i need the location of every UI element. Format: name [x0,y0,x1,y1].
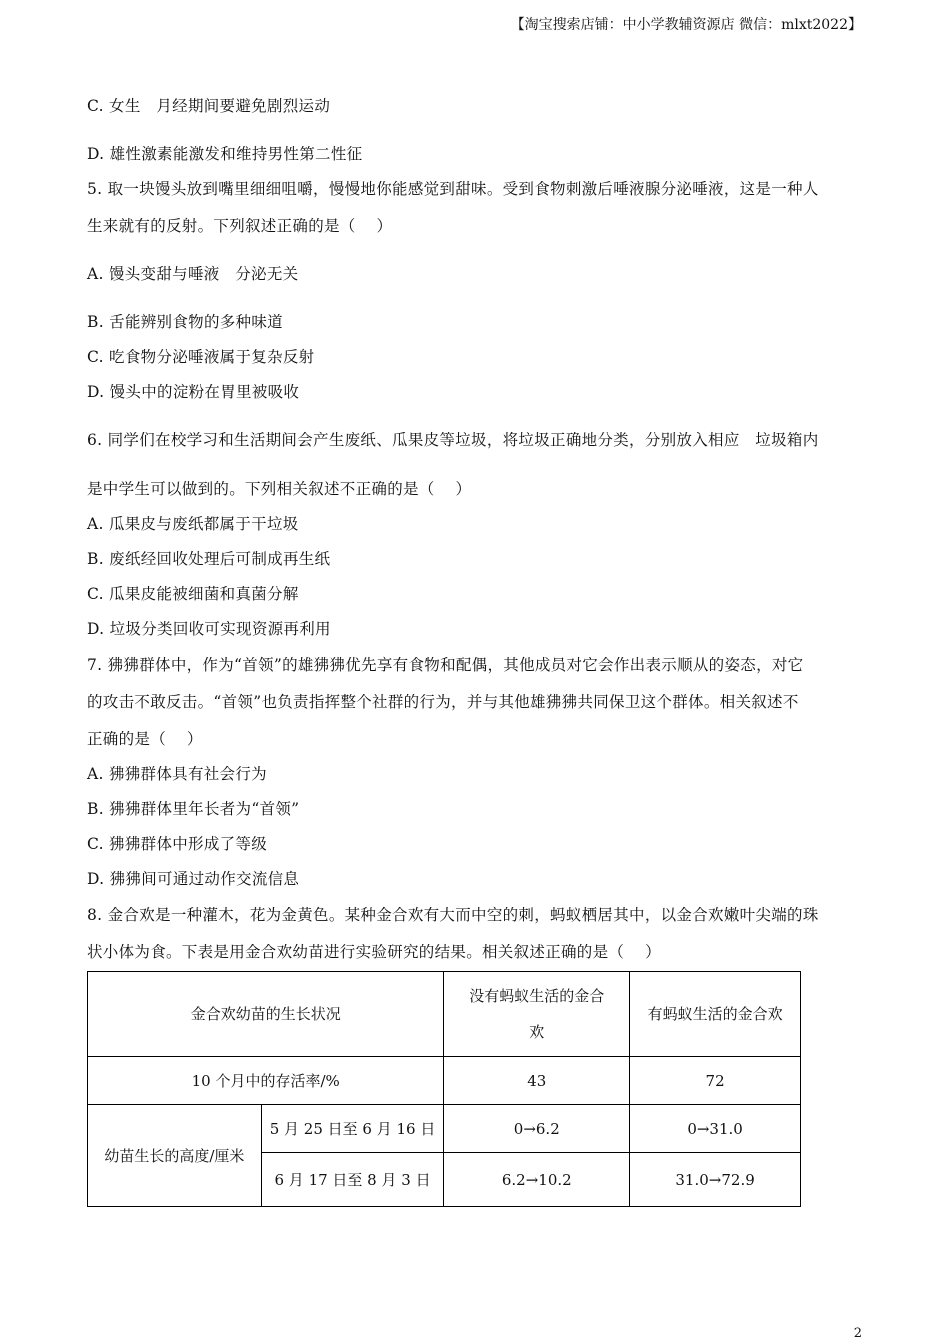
question-7-line-3: 正确的是（ ） [87,730,203,748]
page-number: 2 [853,1326,862,1341]
question-6-line-2: 是中学生可以做到的。下列相关叙述不正确的是（ ） [87,480,472,498]
option-7b: B. 狒狒群体里年长者为“首领” [87,800,300,818]
option-6d: D. 垃圾分类回收可实现资源再利用 [87,620,331,638]
question-7-line-2: 的攻击不敢反击。“首领”也负责指挥整个社群的行为，并与其他雄狒狒共同保卫这个群体。相关叙述不 [87,693,799,711]
question-6-line-1: 6. 同学们在校学习和生活期间会产生废纸、瓜果皮等垃圾，将垃圾正确地分类，分别放入相应 垃圾箱内 [87,431,819,449]
option-5b: B. 舌能辨别食物的多种味道 [87,313,283,331]
period-1-with-ant: 0→31.0 [630,1105,801,1153]
option-4c: C. 女生 月经期间要避免剧烈运动 [87,97,331,115]
question-5-line-1: 5. 取一块馒头放到嘴里细细咀嚼，慢慢地你能感觉到甜味。受到食物刺激后唾液腺分泌唾液，这是一种人 [87,180,819,198]
header-no-ant-line-1: 没有蚂蚁生活的金合 [469,987,605,1005]
option-7d: D. 狒狒间可通过动作交流信息 [87,870,300,888]
option-4d: D. 雄性激素能激发和维持男性第二性征 [87,145,363,163]
table-row [88,1105,801,1153]
header-no-ant-line-2: 欢 [529,1023,545,1041]
table-header-row [88,972,801,1057]
option-7c: C. 狒狒群体中形成了等级 [87,835,268,853]
period-1: 5 月 25 日至 6 月 16 日 [261,1105,444,1153]
survival-rate-label: 10 个月中的存活率/% [88,1057,444,1105]
height-label: 幼苗生长的高度/厘米 [88,1105,262,1207]
survival-no-ant: 43 [444,1057,630,1105]
option-5d: D. 馒头中的淀粉在胃里被吸收 [87,383,300,401]
page-header: 【淘宝搜索店铺：中小学教辅资源店 微信：mlxt2022】 [510,17,862,33]
survival-with-ant: 72 [630,1057,801,1105]
question-5-line-2: 生来就有的反射。下列叙述正确的是（ ） [87,217,393,235]
option-7a: A. 狒狒群体具有社会行为 [87,765,267,783]
header-with-ant: 有蚂蚁生活的金合欢 [630,972,801,1057]
header-no-ant [444,972,630,1057]
period-2: 6 月 17 日至 8 月 3 日 [261,1153,444,1207]
table-row [88,1057,801,1105]
period-2-with-ant: 31.0→72.9 [630,1153,801,1207]
question-8-line-2: 状小体为食。下表是用金合欢幼苗进行实验研究的结果。相关叙述正确的是（ ） [87,943,661,961]
question-8-line-1: 8. 金合欢是一种灌木，花为金黄色。某种金合欢有大而中空的刺，蚂蚁栖居其中，以金合欢嫩叶尖端的珠 [87,906,819,924]
question-7-line-1: 7. 狒狒群体中，作为“首领”的雄狒狒优先享有食物和配偶，其他成员对它会作出表示顺从的姿态，对它 [87,656,804,674]
period-1-no-ant: 0→6.2 [444,1105,630,1153]
period-2-no-ant: 6.2→10.2 [444,1153,630,1207]
option-5a: A. 馒头变甜与唾液 分泌无关 [87,265,299,283]
option-6b: B. 废纸经回收处理后可制成再生纸 [87,550,331,568]
header-growth-status: 金合欢幼苗的生长状况 [88,972,444,1057]
option-6a: A. 瓜果皮与废纸都属于干垃圾 [87,515,299,533]
option-5c: C. 吃食物分泌唾液属于复杂反射 [87,348,315,366]
option-6c: C. 瓜果皮能被细菌和真菌分解 [87,585,299,603]
experiment-table [87,971,801,1207]
